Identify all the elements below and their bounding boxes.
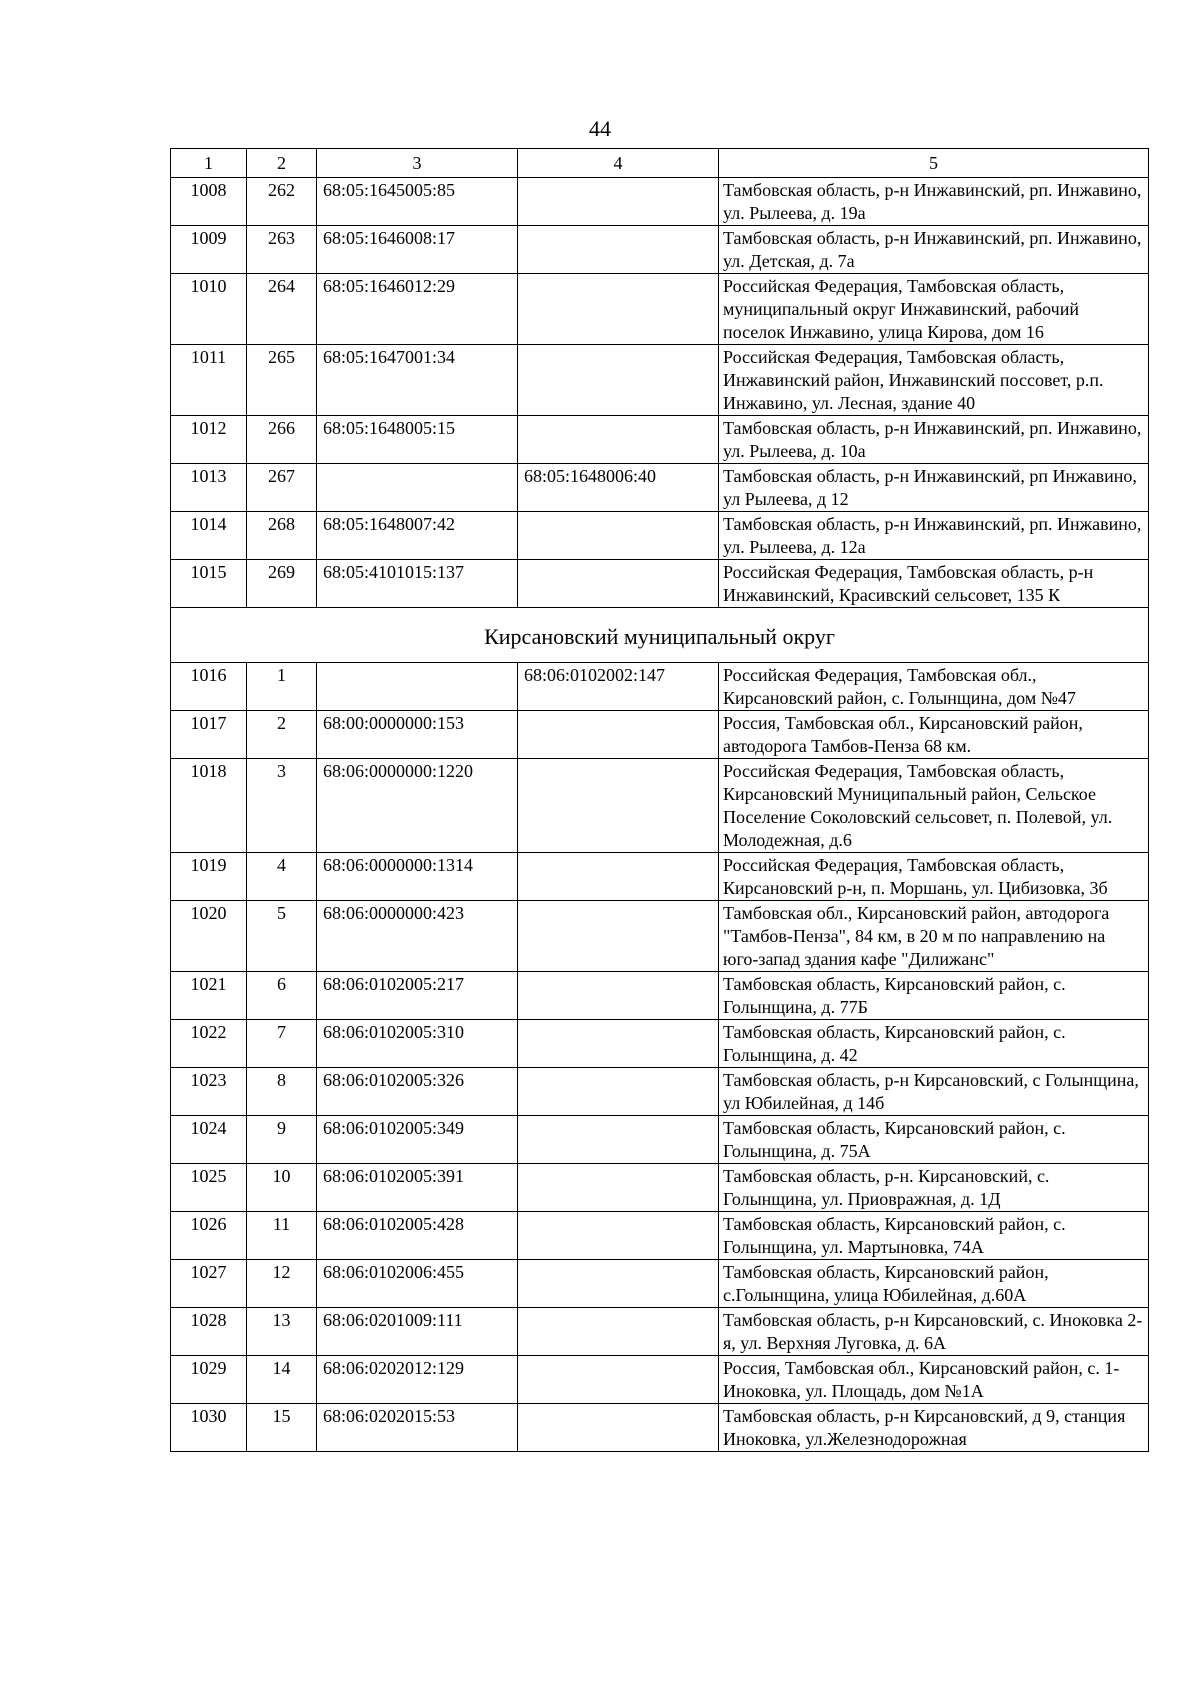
table-row	[171, 416, 1149, 464]
table-row	[171, 1068, 1149, 1116]
sub-number-cell: 2	[247, 711, 317, 759]
row-number-cell: 1019	[171, 853, 247, 901]
address-cell: Российская Федерация, Тамбовская область, Инжавинский район, Инжавинский поссовет, р.п. Инжавино, ул. Лесная, здание 40	[719, 345, 1149, 416]
address-cell: Тамбовская обл., Кирсановский район, автодорога "Тамбов-Пенза", 84 км, в 20 м по направлению на юго-запад здания кафе "Дилижанс"	[719, 901, 1149, 972]
table-row	[171, 226, 1149, 274]
sub-number-cell: 5	[247, 901, 317, 972]
cadastral-number-cell: 68:06:0201009:111	[317, 1308, 518, 1356]
cadastral-number-alt-cell	[518, 1164, 719, 1212]
cadastral-number-alt-cell	[518, 1308, 719, 1356]
column-header: 2	[247, 149, 317, 178]
table-row	[171, 853, 1149, 901]
sub-number-cell: 12	[247, 1260, 317, 1308]
header-row	[171, 149, 1149, 178]
sub-number-cell: 15	[247, 1404, 317, 1452]
column-header: 5	[719, 149, 1149, 178]
cadastral-number-alt-cell	[518, 512, 719, 560]
row-number-cell: 1017	[171, 711, 247, 759]
address-cell: Тамбовская область, Кирсановский район, с.Голынщина, улица Юбилейная, д.60А	[719, 1260, 1149, 1308]
cadastral-number-cell: 68:05:1647001:34	[317, 345, 518, 416]
cadastral-number-cell: 68:06:0102005:349	[317, 1116, 518, 1164]
sub-number-cell: 266	[247, 416, 317, 464]
sub-number-cell: 10	[247, 1164, 317, 1212]
cadastral-number-cell: 68:05:1646008:17	[317, 226, 518, 274]
cadastral-number-cell: 68:06:0202015:53	[317, 1404, 518, 1452]
cadastral-number-alt-cell	[518, 901, 719, 972]
row-number-cell: 1024	[171, 1116, 247, 1164]
table-row	[171, 512, 1149, 560]
cadastral-number-alt-cell	[518, 560, 719, 608]
row-number-cell: 1023	[171, 1068, 247, 1116]
table-row	[171, 711, 1149, 759]
address-cell: Тамбовская область, р-н Инжавинский, рп Инжавино, ул Рылеева, д 12	[719, 464, 1149, 512]
cadastral-number-alt-cell	[518, 274, 719, 345]
row-number-cell: 1022	[171, 1020, 247, 1068]
address-cell: Тамбовская область, Кирсановский район, с. Голынщина, д. 42	[719, 1020, 1149, 1068]
sub-number-cell: 4	[247, 853, 317, 901]
cadastral-number-alt-cell	[518, 853, 719, 901]
sub-number-cell: 3	[247, 759, 317, 853]
sub-number-cell: 262	[247, 178, 317, 226]
cadastral-number-alt-cell	[518, 416, 719, 464]
address-cell: Россия, Тамбовская обл., Кирсановский район, автодорога Тамбов-Пенза 68 км.	[719, 711, 1149, 759]
row-number-cell: 1015	[171, 560, 247, 608]
row-number-cell: 1020	[171, 901, 247, 972]
row-number-cell: 1029	[171, 1356, 247, 1404]
sub-number-cell: 14	[247, 1356, 317, 1404]
cadastral-number-cell: 68:06:0000000:423	[317, 901, 518, 972]
cadastral-number-cell: 68:00:0000000:153	[317, 711, 518, 759]
cadastral-number-alt-cell	[518, 1020, 719, 1068]
cadastral-number-cell: 68:06:0102005:310	[317, 1020, 518, 1068]
cadastral-number-alt-cell	[518, 1356, 719, 1404]
sub-number-cell: 267	[247, 464, 317, 512]
row-number-cell: 1028	[171, 1308, 247, 1356]
address-cell: Тамбовская область, Кирсановский район, с. Голынщина, ул. Мартыновка, 74А	[719, 1212, 1149, 1260]
cadastral-number-cell	[317, 464, 518, 512]
cadastral-number-cell: 68:06:0000000:1220	[317, 759, 518, 853]
address-cell: Тамбовская область, р-н Инжавинский, рп. Инжавино, ул. Рылеева, д. 12а	[719, 512, 1149, 560]
table-row	[171, 1308, 1149, 1356]
row-number-cell: 1012	[171, 416, 247, 464]
address-cell: Тамбовская область, р-н Кирсановский, с Голынщина, ул Юбилейная, д 14б	[719, 1068, 1149, 1116]
column-header: 3	[317, 149, 518, 178]
table-row	[171, 1356, 1149, 1404]
table-row	[171, 1260, 1149, 1308]
cadastral-number-cell: 68:05:1648007:42	[317, 512, 518, 560]
section-title: Кирсановский муниципальный округ	[171, 608, 1149, 663]
sub-number-cell: 268	[247, 512, 317, 560]
table-row	[171, 274, 1149, 345]
table-row	[171, 345, 1149, 416]
registry-table	[170, 148, 1149, 1452]
address-cell: Россия, Тамбовская обл., Кирсановский район, с. 1-Иноковка, ул. Площадь, дом №1А	[719, 1356, 1149, 1404]
cadastral-number-alt-cell: 68:06:0102002:147	[518, 663, 719, 711]
table-row	[171, 1404, 1149, 1452]
cadastral-number-cell: 68:05:1645005:85	[317, 178, 518, 226]
table-row	[171, 901, 1149, 972]
sub-number-cell: 265	[247, 345, 317, 416]
row-number-cell: 1027	[171, 1260, 247, 1308]
row-number-cell: 1013	[171, 464, 247, 512]
cadastral-number-cell: 68:06:0102005:428	[317, 1212, 518, 1260]
row-number-cell: 1026	[171, 1212, 247, 1260]
row-number-cell: 1010	[171, 274, 247, 345]
sub-number-cell: 9	[247, 1116, 317, 1164]
cadastral-number-cell: 68:05:4101015:137	[317, 560, 518, 608]
table-row	[171, 972, 1149, 1020]
column-header: 4	[518, 149, 719, 178]
cadastral-number-cell: 68:06:0102005:391	[317, 1164, 518, 1212]
row-number-cell: 1008	[171, 178, 247, 226]
table-row	[171, 1164, 1149, 1212]
cadastral-number-alt-cell	[518, 972, 719, 1020]
address-cell: Тамбовская область, р-н. Кирсановский, с. Голынщина, ул. Приовражная, д. 1Д	[719, 1164, 1149, 1212]
cadastral-number-alt-cell	[518, 345, 719, 416]
section-row	[171, 608, 1149, 663]
address-cell: Тамбовская область, р-н Кирсановский, д 9, станция Иноковка, ул.Железнодорожная	[719, 1404, 1149, 1452]
cadastral-number-alt-cell	[518, 178, 719, 226]
address-cell: Тамбовская область, р-н Инжавинский, рп. Инжавино, ул. Рылеева, д. 19а	[719, 178, 1149, 226]
cadastral-number-cell: 68:06:0202012:129	[317, 1356, 518, 1404]
address-cell: Тамбовская область, р-н Инжавинский, рп. Инжавино, ул. Рылеева, д. 10а	[719, 416, 1149, 464]
address-cell: Российская Федерация, Тамбовская область, Кирсановский Муниципальный район, Сельское Поселение Соколовский сельсовет, п. Полевой, ул. Молодежная, д.6	[719, 759, 1149, 853]
cadastral-number-cell	[317, 663, 518, 711]
sub-number-cell: 11	[247, 1212, 317, 1260]
cadastral-number-alt-cell	[518, 711, 719, 759]
cadastral-number-alt-cell	[518, 1068, 719, 1116]
cadastral-number-alt-cell	[518, 1260, 719, 1308]
address-cell: Российская Федерация, Тамбовская область, муниципальный округ Инжавинский, рабочий поселок Инжавино, улица Кирова, дом 16	[719, 274, 1149, 345]
sub-number-cell: 13	[247, 1308, 317, 1356]
page-number: 44	[589, 116, 611, 141]
address-cell: Тамбовская область, р-н Кирсановский, с. Иноковка 2-я, ул. Верхняя Луговка, д. 6А	[719, 1308, 1149, 1356]
table-row	[171, 178, 1149, 226]
sub-number-cell: 269	[247, 560, 317, 608]
row-number-cell: 1011	[171, 345, 247, 416]
row-number-cell: 1018	[171, 759, 247, 853]
row-number-cell: 1009	[171, 226, 247, 274]
address-cell: Российская Федерация, Тамбовская обл., Кирсановский район, с. Голынщина, дом №47	[719, 663, 1149, 711]
cadastral-number-alt-cell	[518, 759, 719, 853]
cadastral-number-alt-cell	[518, 1116, 719, 1164]
cadastral-number-cell: 68:05:1648005:15	[317, 416, 518, 464]
address-cell: Российская Федерация, Тамбовская область, Кирсановский р-н, п. Моршань, ул. Цибизовка, 3б	[719, 853, 1149, 901]
cadastral-number-cell: 68:06:0102006:455	[317, 1260, 518, 1308]
sub-number-cell: 264	[247, 274, 317, 345]
cadastral-number-alt-cell: 68:05:1648006:40	[518, 464, 719, 512]
address-cell: Тамбовская область, р-н Инжавинский, рп. Инжавино, ул. Детская, д. 7а	[719, 226, 1149, 274]
cadastral-number-alt-cell	[518, 226, 719, 274]
cadastral-number-alt-cell	[518, 1212, 719, 1260]
table-row	[171, 560, 1149, 608]
address-cell: Тамбовская область, Кирсановский район, с. Голынщина, д. 75А	[719, 1116, 1149, 1164]
sub-number-cell: 8	[247, 1068, 317, 1116]
table-row	[171, 1212, 1149, 1260]
address-cell: Российская Федерация, Тамбовская область, р-н Инжавинский, Красивский сельсовет, 135 К	[719, 560, 1149, 608]
cadastral-number-cell: 68:05:1646012:29	[317, 274, 518, 345]
table-row	[171, 1116, 1149, 1164]
row-number-cell: 1030	[171, 1404, 247, 1452]
cadastral-number-alt-cell	[518, 1404, 719, 1452]
table-row	[171, 759, 1149, 853]
address-cell: Тамбовская область, Кирсановский район, с. Голынщина, д. 77Б	[719, 972, 1149, 1020]
row-number-cell: 1014	[171, 512, 247, 560]
table-row	[171, 464, 1149, 512]
cadastral-number-cell: 68:06:0102005:217	[317, 972, 518, 1020]
row-number-cell: 1016	[171, 663, 247, 711]
sub-number-cell: 7	[247, 1020, 317, 1068]
cadastral-number-cell: 68:06:0000000:1314	[317, 853, 518, 901]
table-row	[171, 663, 1149, 711]
row-number-cell: 1025	[171, 1164, 247, 1212]
sub-number-cell: 6	[247, 972, 317, 1020]
sub-number-cell: 1	[247, 663, 317, 711]
sub-number-cell: 263	[247, 226, 317, 274]
cadastral-number-cell: 68:06:0102005:326	[317, 1068, 518, 1116]
row-number-cell: 1021	[171, 972, 247, 1020]
table-row	[171, 1020, 1149, 1068]
column-header: 1	[171, 149, 247, 178]
